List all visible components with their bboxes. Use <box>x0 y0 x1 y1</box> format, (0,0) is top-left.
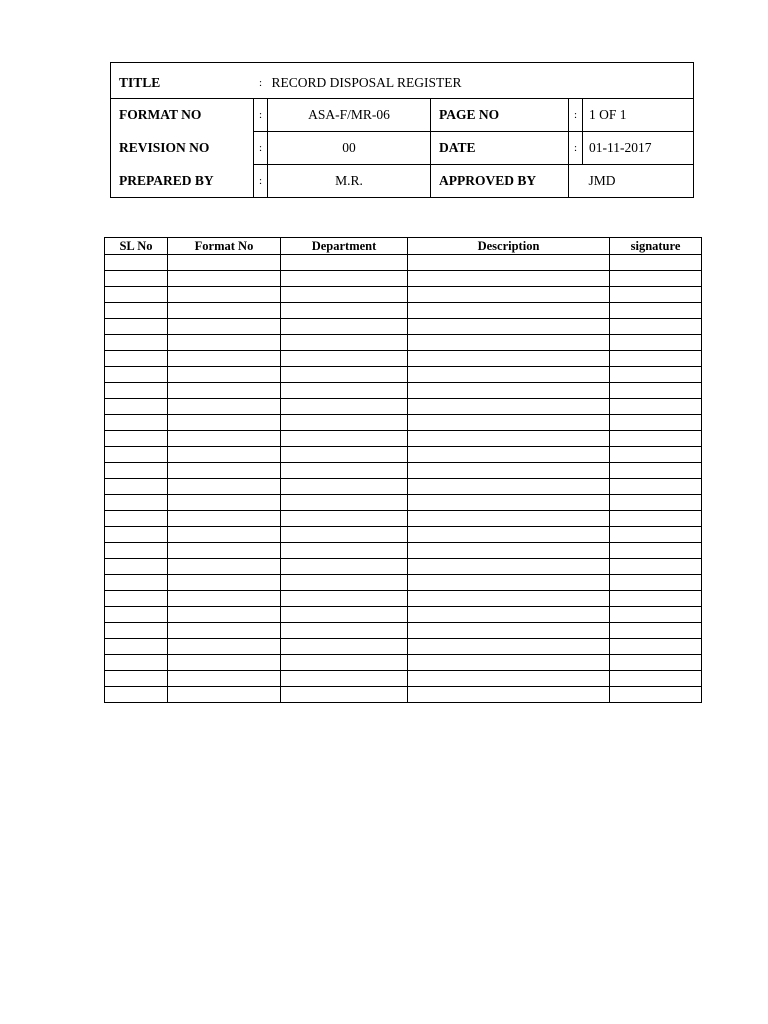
cell-signature[interactable] <box>610 415 702 431</box>
cell-description[interactable] <box>408 335 610 351</box>
cell-format-no[interactable] <box>168 303 281 319</box>
title-label: TITLE <box>119 74 161 90</box>
approved-by-value: JMD <box>588 173 616 188</box>
cell-description[interactable] <box>408 671 610 687</box>
table-row <box>105 479 702 495</box>
cell-description[interactable] <box>408 447 610 463</box>
table-row <box>105 335 702 351</box>
cell-description[interactable] <box>408 303 610 319</box>
cell-department[interactable] <box>281 415 408 431</box>
cell-department[interactable] <box>281 383 408 399</box>
cell-description[interactable] <box>408 271 610 287</box>
approved-by-label: APPROVED BY <box>431 165 569 198</box>
column-header-description: Description <box>408 238 610 255</box>
cell-format-no[interactable] <box>168 623 281 639</box>
cell-sl-no[interactable] <box>105 479 168 495</box>
cell-signature[interactable] <box>610 367 702 383</box>
cell-format-no[interactable] <box>168 447 281 463</box>
format-no-label: FORMAT NO <box>111 99 254 132</box>
table-row <box>105 367 702 383</box>
cell-department[interactable] <box>281 431 408 447</box>
cell-sl-no[interactable] <box>105 591 168 607</box>
cell-sl-no[interactable] <box>105 575 168 591</box>
cell-department[interactable] <box>281 543 408 559</box>
cell-signature[interactable] <box>610 319 702 335</box>
cell-department[interactable] <box>281 687 408 703</box>
cell-department[interactable] <box>281 287 408 303</box>
cell-description[interactable] <box>408 351 610 367</box>
table-row <box>105 543 702 559</box>
cell-signature[interactable] <box>610 351 702 367</box>
cell-sl-no[interactable] <box>105 415 168 431</box>
cell-sl-no[interactable] <box>105 319 168 335</box>
cell-description[interactable] <box>408 495 610 511</box>
cell-description[interactable] <box>408 607 610 623</box>
cell-signature[interactable] <box>610 671 702 687</box>
cell-description[interactable] <box>408 479 610 495</box>
cell-signature[interactable] <box>610 431 702 447</box>
revision-no-label: REVISION NO <box>119 140 210 155</box>
cell-format-no[interactable] <box>168 671 281 687</box>
table-row <box>105 575 702 591</box>
cell-format-no[interactable] <box>168 687 281 703</box>
table-row <box>105 527 702 543</box>
cell-department[interactable] <box>281 351 408 367</box>
cell-format-no[interactable] <box>168 255 281 271</box>
cell-format-no[interactable] <box>168 607 281 623</box>
cell-signature[interactable] <box>610 687 702 703</box>
cell-signature[interactable] <box>610 527 702 543</box>
cell-format-no[interactable] <box>168 319 281 335</box>
cell-signature[interactable] <box>610 591 702 607</box>
cell-description[interactable] <box>408 639 610 655</box>
cell-description[interactable] <box>408 575 610 591</box>
table-row <box>105 559 702 575</box>
cell-description[interactable] <box>408 527 610 543</box>
cell-format-no[interactable] <box>168 351 281 367</box>
cell-sl-no[interactable] <box>105 639 168 655</box>
cell-signature[interactable] <box>610 479 702 495</box>
cell-signature[interactable] <box>610 271 702 287</box>
prepared-by-value: M.R. <box>268 165 431 198</box>
table-row <box>105 351 702 367</box>
cell-department[interactable] <box>281 399 408 415</box>
title-colon: : <box>258 76 263 89</box>
column-header-signature: signature <box>610 238 702 255</box>
cell-format-no[interactable] <box>168 367 281 383</box>
cell-department[interactable] <box>281 623 408 639</box>
table-row <box>105 383 702 399</box>
cell-signature[interactable] <box>610 303 702 319</box>
cell-signature[interactable] <box>610 463 702 479</box>
cell-description[interactable] <box>408 431 610 447</box>
cell-sl-no[interactable] <box>105 463 168 479</box>
cell-format-no[interactable] <box>168 335 281 351</box>
cell-signature[interactable] <box>610 511 702 527</box>
table-row <box>105 687 702 703</box>
cell-sl-no[interactable] <box>105 607 168 623</box>
approved-by-colon <box>569 165 583 198</box>
cell-department[interactable] <box>281 607 408 623</box>
cell-sl-no[interactable] <box>105 511 168 527</box>
table-row <box>105 399 702 415</box>
cell-format-no[interactable] <box>168 415 281 431</box>
table-row <box>105 431 702 447</box>
cell-description[interactable] <box>408 415 610 431</box>
prepared-by-colon: : <box>254 165 268 198</box>
cell-description[interactable] <box>408 687 610 703</box>
table-row <box>105 255 702 271</box>
cell-format-no[interactable] <box>168 431 281 447</box>
table-row <box>105 447 702 463</box>
column-header-department: Department <box>281 238 408 255</box>
document-header-table <box>110 62 694 198</box>
cell-department[interactable] <box>281 303 408 319</box>
record-disposal-register-table <box>104 237 702 703</box>
table-row <box>105 271 702 287</box>
cell-sl-no[interactable] <box>105 687 168 703</box>
prepared-by-label: PREPARED BY <box>119 172 214 188</box>
cell-sl-no[interactable] <box>105 367 168 383</box>
cell-description[interactable] <box>408 655 610 671</box>
cell-sl-no[interactable] <box>105 335 168 351</box>
cell-format-no[interactable] <box>168 463 281 479</box>
cell-sl-no[interactable] <box>105 655 168 671</box>
cell-signature[interactable] <box>610 655 702 671</box>
cell-department[interactable] <box>281 639 408 655</box>
table-row <box>105 463 702 479</box>
cell-format-no[interactable] <box>168 495 281 511</box>
table-row <box>105 591 702 607</box>
date-colon: : <box>569 132 583 165</box>
cell-department[interactable] <box>281 495 408 511</box>
table-row <box>105 303 702 319</box>
cell-description[interactable] <box>408 383 610 399</box>
table-row <box>105 623 702 639</box>
cell-department[interactable] <box>281 591 408 607</box>
cell-signature[interactable] <box>610 623 702 639</box>
cell-signature[interactable] <box>610 399 702 415</box>
cell-signature[interactable] <box>610 335 702 351</box>
cell-department[interactable] <box>281 575 408 591</box>
cell-department[interactable] <box>281 559 408 575</box>
cell-department[interactable] <box>281 367 408 383</box>
cell-description[interactable] <box>408 319 610 335</box>
cell-format-no[interactable] <box>168 639 281 655</box>
cell-sl-no[interactable] <box>105 351 168 367</box>
cell-signature[interactable] <box>610 575 702 591</box>
page-no-value: 1 OF 1 <box>583 99 694 132</box>
cell-format-no[interactable] <box>168 271 281 287</box>
cell-signature[interactable] <box>610 383 702 399</box>
cell-format-no[interactable] <box>168 383 281 399</box>
cell-signature[interactable] <box>610 639 702 655</box>
cell-department[interactable] <box>281 463 408 479</box>
table-row <box>105 607 702 623</box>
cell-signature[interactable] <box>610 607 702 623</box>
cell-format-no[interactable] <box>168 479 281 495</box>
page-no-colon: : <box>569 99 583 132</box>
cell-sl-no[interactable] <box>105 287 168 303</box>
cell-department[interactable] <box>281 255 408 271</box>
table-row <box>105 415 702 431</box>
cell-sl-no[interactable] <box>105 431 168 447</box>
cell-signature[interactable] <box>610 287 702 303</box>
cell-signature[interactable] <box>610 495 702 511</box>
cell-department[interactable] <box>281 655 408 671</box>
cell-description[interactable] <box>408 511 610 527</box>
table-row <box>105 495 702 511</box>
cell-format-no[interactable] <box>168 399 281 415</box>
cell-format-no[interactable] <box>168 543 281 559</box>
cell-format-no[interactable] <box>168 575 281 591</box>
date-label: DATE <box>431 132 569 165</box>
table-row <box>105 655 702 671</box>
table-row <box>105 671 702 687</box>
register-body <box>105 255 702 703</box>
cell-department[interactable] <box>281 319 408 335</box>
cell-signature[interactable] <box>610 543 702 559</box>
cell-format-no[interactable] <box>168 655 281 671</box>
cell-format-no[interactable] <box>168 591 281 607</box>
cell-sl-no[interactable] <box>105 399 168 415</box>
cell-sl-no[interactable] <box>105 271 168 287</box>
column-header-format-no: Format No <box>168 238 281 255</box>
cell-description[interactable] <box>408 399 610 415</box>
cell-sl-no[interactable] <box>105 671 168 687</box>
cell-description[interactable] <box>408 559 610 575</box>
table-header-row <box>105 238 702 255</box>
cell-format-no[interactable] <box>168 511 281 527</box>
cell-sl-no[interactable] <box>105 255 168 271</box>
cell-department[interactable] <box>281 671 408 687</box>
revision-no-colon: : <box>254 132 268 165</box>
cell-sl-no[interactable] <box>105 623 168 639</box>
revision-no-value: 00 <box>268 132 431 165</box>
cell-format-no[interactable] <box>168 559 281 575</box>
cell-description[interactable] <box>408 543 610 559</box>
cell-sl-no[interactable] <box>105 495 168 511</box>
table-row <box>105 287 702 303</box>
cell-department[interactable] <box>281 447 408 463</box>
cell-description[interactable] <box>408 623 610 639</box>
cell-department[interactable] <box>281 271 408 287</box>
cell-format-no[interactable] <box>168 287 281 303</box>
cell-description[interactable] <box>408 463 610 479</box>
cell-signature[interactable] <box>610 559 702 575</box>
date-value: 01-11-2017 <box>583 132 694 165</box>
cell-format-no[interactable] <box>168 527 281 543</box>
cell-description[interactable] <box>408 367 610 383</box>
cell-description[interactable] <box>408 287 610 303</box>
cell-sl-no[interactable] <box>105 303 168 319</box>
cell-description[interactable] <box>408 255 610 271</box>
table-row <box>105 319 702 335</box>
format-no-colon: : <box>254 99 268 132</box>
column-header-sl-no: SL No <box>105 238 168 255</box>
cell-signature[interactable] <box>610 255 702 271</box>
cell-sl-no[interactable] <box>105 447 168 463</box>
cell-signature[interactable] <box>610 447 702 463</box>
cell-description[interactable] <box>408 591 610 607</box>
document-title: RECORD DISPOSAL REGISTER <box>271 74 462 90</box>
cell-sl-no[interactable] <box>105 527 168 543</box>
cell-department[interactable] <box>281 479 408 495</box>
cell-sl-no[interactable] <box>105 543 168 559</box>
cell-sl-no[interactable] <box>105 383 168 399</box>
page-no-label: PAGE NO <box>431 99 569 132</box>
cell-sl-no[interactable] <box>105 559 168 575</box>
cell-department[interactable] <box>281 527 408 543</box>
table-row <box>105 639 702 655</box>
table-row <box>105 511 702 527</box>
cell-department[interactable] <box>281 335 408 351</box>
format-no-value: ASA-F/MR-06 <box>268 99 431 132</box>
cell-department[interactable] <box>281 511 408 527</box>
